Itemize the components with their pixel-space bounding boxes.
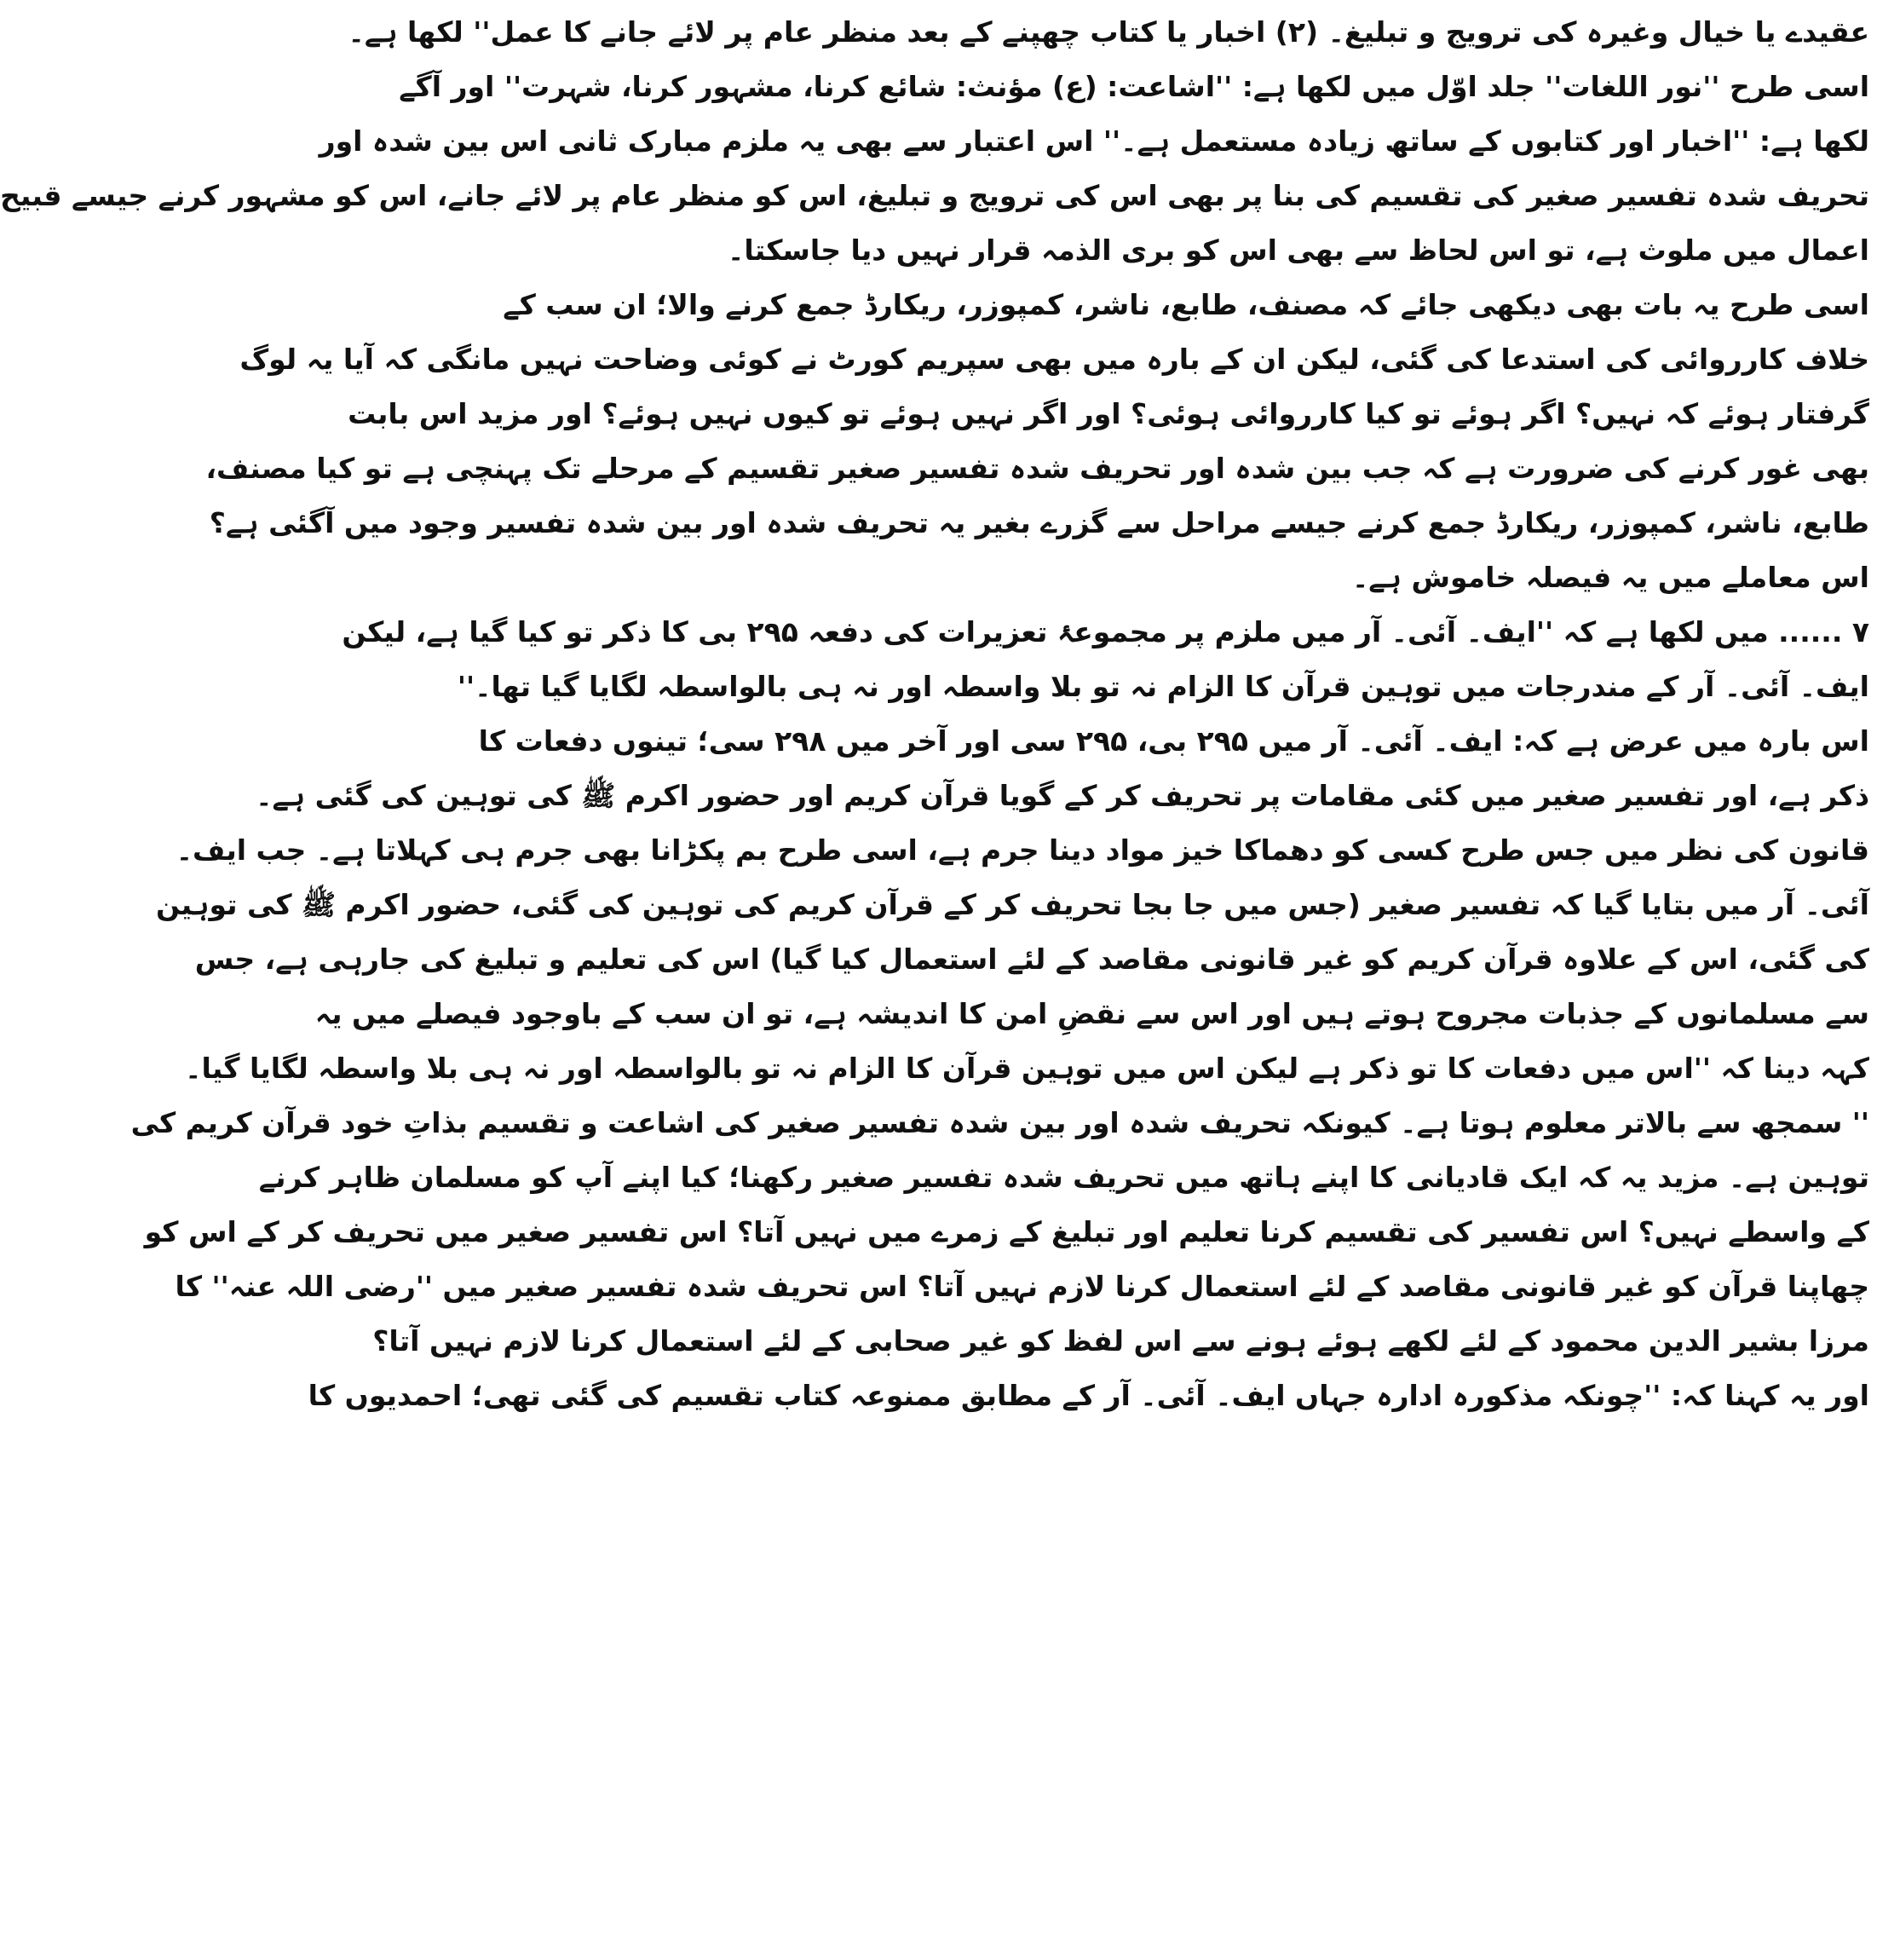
text-line: اعمال میں ملوث ہے، تو اس لحاظ سے بھی اس کو بری الذمہ قرار نہیں دیا جاسکتا۔: [728, 233, 1869, 267]
text-line: کہہ دینا کہ ''اس میں دفعات کا تو ذکر ہے لیکن اس میں توہین قرآن کا الزام نہ تو بالواسطہ اور نہ ہی بلا واسطہ لگایا گیا۔: [185, 1052, 1869, 1085]
text-line: اور یہ کہنا کہ: ''چونکہ مذکورہ ادارہ جہاں ایف۔ آئی۔ آر کے مطابق ممنوعہ کتاب تقسیم کی گئی تھی؛ احمدیوں کا: [308, 1379, 1869, 1412]
text-line: لکھا ہے: ''اخبار اور کتابوں کے ساتھ زیادہ مستعمل ہے۔'' اس اعتبار سے بھی یہ ملزم مبارک ثانی اس بین شدہ اور: [319, 124, 1869, 158]
text-line: سے مسلمانوں کے جذبات مجروح ہوتے ہیں اور اس سے نقضِ امن کا اندیشہ ہے، تو ان سب کے باوجود فیصلے میں یہ: [314, 997, 1869, 1030]
text-line: ذکر ہے، اور تفسیر صغیر میں کئی مقامات پر تحریف کر کے گویا قرآن کریم اور حضور اکرم ﷺ کی توہین کی گئی ہے۔: [256, 779, 1869, 812]
text-line: اس بارہ میں عرض ہے کہ: ایف۔ آئی۔ آر میں ۲۹۵ بی، ۲۹۵ سی اور آخر میں ۲۹۸ سی؛ تینوں دفعات کا: [478, 724, 1869, 758]
text-line: ۷ ...... میں لکھا ہے کہ ''ایف۔ آئی۔ آر میں ملزم پر مجموعۂ تعزیرات کی دفعہ ۲۹۵ بی کا ذکر تو کیا گیا ہے، لیکن: [342, 615, 1869, 649]
text-line: خلاف کارروائی کی استدعا کی گئی، لیکن ان کے بارہ میں بھی سپریم کورٹ نے کوئی وضاحت نہیں مانگی کہ آیا یہ لوگ: [239, 343, 1869, 376]
text-line: '' سمجھ سے بالاتر معلوم ہوتا ہے۔ کیونکہ تحریف شدہ اور بین شدہ تفسیر صغیر کی اشاعت و تقسیم بذاتِ خود قرآن کریم کی: [130, 1106, 1869, 1139]
text-line: ایف۔ آئی۔ آر کے مندرجات میں توہین قرآن کا الزام نہ تو بلا واسطہ اور نہ ہی بالواسطہ لگایا گیا تھا۔'': [457, 670, 1869, 703]
text-line: طابع، ناشر، کمپوزر، ریکارڈ جمع کرنے جیسے مراحل سے گزرے بغیر یہ تحریف شدہ اور بین شدہ تفسیر وجود میں آگئی ہے؟: [209, 506, 1869, 539]
text-line: قانون کی نظر میں جس طرح کسی کو دھماکا خیز مواد دینا جرم ہے، اسی طرح بم پکڑانا بھی جرم ہی کہلاتا ہے۔ جب ایف۔: [176, 833, 1869, 867]
text-line: اس معاملے میں یہ فیصلہ خاموش ہے۔: [1351, 561, 1869, 594]
text-line: اسی طرح ''نور اللغات'' جلد اوّل میں لکھا ہے: ''اشاعت: (ع) مؤنث: شائع کرنا، مشہور کرنا، شہرت'' اور آگے: [399, 70, 1869, 103]
text-line: کے واسطے نہیں؟ اس تفسیر کی تقسیم کرنا تعلیم اور تبلیغ کے زمرے میں نہیں آتا؟ اس تفسیر صغیر میں تحریف کر کے اس کو: [144, 1215, 1869, 1248]
text-line: کی گئی، اس کے علاوہ قرآن کریم کو غیر قانونی مقاصد کے لئے استعمال کیا گیا) اس کی تعلیم و تبلیغ کی جارہی ہے، جس: [194, 943, 1869, 976]
document-page: [0, 5, 1869, 1955]
text-line: آئی۔ آر میں بتایا گیا کہ تفسیر صغیر (جس میں جا بجا تحریف کر کے قرآن کریم کی توہین کی گئی، حضور اکرم ﷺ کی توہین: [155, 888, 1869, 921]
text-line: مرزا بشیر الدین محمود کے لئے لکھے ہوئے ہونے سے اس لفظ کو غیر صحابی کے لئے استعمال کرنا لازم نہیں آتا؟: [372, 1324, 1869, 1358]
text-line: چھاپنا قرآن کو غیر قانونی مقاصد کے لئے استعمال کرنا لازم نہیں آتا؟ اس تحریف شدہ تفسیر صغیر میں ''رضی اللہ عنہ'' کا: [175, 1270, 1869, 1303]
text-line: توہین ہے۔ مزید یہ کہ ایک قادیانی کا اپنے ہاتھ میں تحریف شدہ تفسیر صغیر رکھنا؛ کیا اپنے آپ کو مسلمان ظاہر کرنے: [258, 1161, 1869, 1194]
text-line: بھی غور کرنے کی ضرورت ہے کہ جب بین شدہ اور تحریف شدہ تفسیر صغیر تقسیم کے مرحلے تک پہنچی ہے تو کیا مصنف،: [205, 452, 1869, 485]
text-line: گرفتار ہوئے کہ نہیں؟ اگر ہوئے تو کیا کارروائی ہوئی؟ اور اگر نہیں ہوئے تو کیوں نہیں ہوئے؟ اور مزید اس بابت: [348, 397, 1869, 430]
text-line: اسی طرح یہ بات بھی دیکھی جائے کہ مصنف، طابع، ناشر، کمپوزر، ریکارڈ جمع کرنے والا؛ ان سب کے: [503, 288, 1869, 321]
text-line: تحریف شدہ تفسیر صغیر کی تقسیم کی بنا پر بھی اس کی ترویج و تبلیغ، اس کو منظر عام پر لائے جانے، اس کو مشہور کرنے جیسے قبیح: [0, 179, 1869, 212]
text-line: عقیدے یا خیال وغیرہ کی ترویج و تبلیغ۔ (۲) اخبار یا کتاب چھپنے کے بعد منظر عام پر لائے جانے کا عمل'' لکھا ہے۔: [348, 15, 1869, 49]
